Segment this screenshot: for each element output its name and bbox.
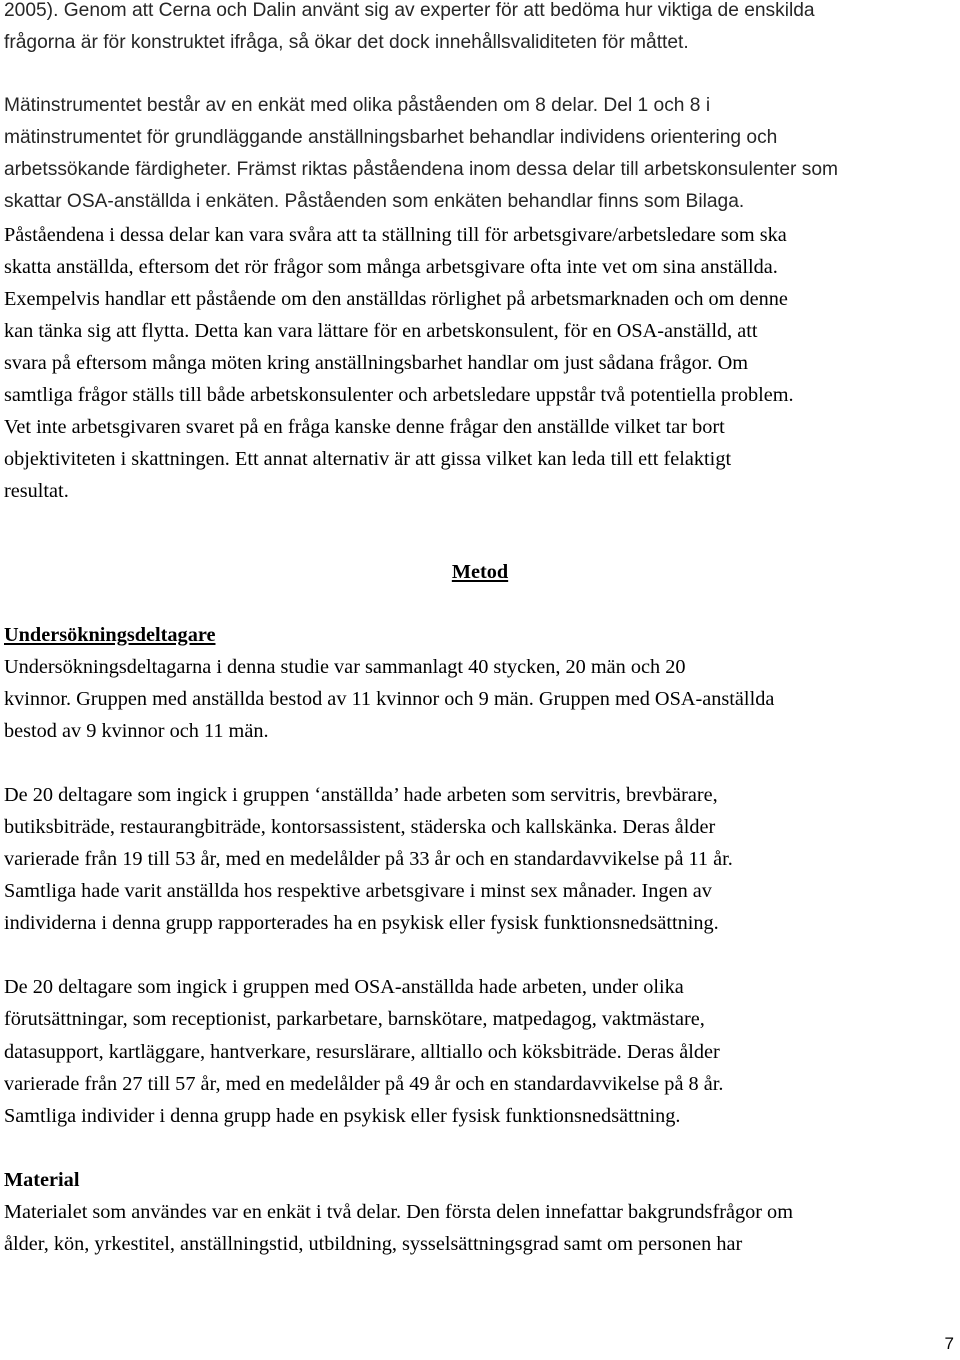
text-line: Vet inte arbetsgivaren svaret på en fråga kanske denne frågar den anställde vilket tar bort xyxy=(4,416,725,439)
subsection-heading-participants: Undersökningsdeltagare xyxy=(4,623,216,646)
text-line: mätinstrumentet för grundläggande anställningsbarhet behandlar individens orientering och xyxy=(4,127,778,149)
instrument-paragraph xyxy=(4,90,956,507)
material-paragraph xyxy=(4,1196,956,1260)
text-line: Samtliga individer i denna grupp hade en psykisk eller fysisk funktionsnedsättning. xyxy=(4,1104,681,1127)
text-line: Exempelvis handlar ett påstående om den anställdas rörlighet på arbetsmarknaden och om denne xyxy=(4,287,788,310)
text-line: skattar OSA-anställda i enkäten. Påståenden som enkäten behandlar finns som Bilaga. xyxy=(4,191,745,213)
text-line: Mätinstrumentet består av en enkät med olika påståenden om 8 delar. Del 1 och 8 i xyxy=(4,95,711,117)
page-number: 7 xyxy=(944,1334,954,1353)
text-line: Materialet som användes var en enkät i två delar. Den första delen innefattar bakgrundsfrågor om xyxy=(4,1200,793,1223)
text-line: kan tänka sig att flytta. Detta kan vara lättare för en arbetskonsulent, för en OSA-anställd, att xyxy=(4,319,758,342)
text-line: arbetssökande färdigheter. Främst riktas påståendena inom dessa delar till arbetskonsulenter som xyxy=(4,159,839,181)
text-line: datasupport, kartläggare, hantverkare, resurslärare, alltiallo och köksbiträde. Deras ålder xyxy=(4,1040,720,1063)
participants-paragraph-1 xyxy=(4,651,956,747)
participants-paragraph-3 xyxy=(4,971,956,1131)
text-line: samtliga frågor ställs till både arbetskonsulenter och arbetsledare uppstår två potentiella problem. xyxy=(4,384,794,407)
text-line: skatta anställda, eftersom det rör frågor som många arbetsgivare ofta inte vet om sina anställda. xyxy=(4,255,778,278)
text-line: frågorna är för konstruktet ifråga, så ökar det dock innehållsvaliditeten för måttet. xyxy=(4,32,689,54)
text-line: bestod av 9 kvinnor och 11 män. xyxy=(4,719,269,742)
text-line: resultat. xyxy=(4,480,69,503)
text-line: 2005). Genom att Cerna och Dalin använt sig av experter för att bedöma hur viktiga de enskilda xyxy=(4,0,815,21)
text-line: kvinnor. Gruppen med anställda bestod av 11 kvinnor och 9 män. Gruppen med OSA-anställda xyxy=(4,687,775,710)
text-line: butiksbiträde, restaurangbiträde, kontorsassistent, städerska och kallskänka. Deras ålder xyxy=(4,815,716,838)
text-line: varierade från 19 till 53 år, med en medelålder på 33 år och en standardavvikelse på 11 år. xyxy=(4,848,733,871)
participants-paragraph-2 xyxy=(4,779,956,939)
text-line: objektiviteten i skattningen. Ett annat alternativ är att gissa vilket kan leda till ett felaktigt xyxy=(4,448,732,471)
document-page xyxy=(4,0,956,1260)
text-line: förutsättningar, som receptionist, parkarbetare, barnskötare, matpedagog, vaktmästare, xyxy=(4,1008,705,1031)
section-heading-metod: Metod xyxy=(451,561,509,584)
text-line: De 20 deltagare som ingick i gruppen med OSA-anställda hade arbeten, under olika xyxy=(4,976,684,999)
subsection-heading-material: Material xyxy=(4,1168,80,1191)
text-line: Undersökningsdeltagarna i denna studie var sammanlagt 40 stycken, 20 män och 20 xyxy=(4,655,686,678)
text-line: individerna i denna grupp rapporterades ha en psykisk eller fysisk funktionsnedsättning. xyxy=(4,912,719,935)
text-line: Samtliga hade varit anställda hos respektive arbetsgivare i minst sex månader. Ingen av xyxy=(4,880,712,903)
text-line: svara på eftersom många möten kring anställningsbarhet handlar om just sådana frågor. Om xyxy=(4,351,748,374)
text-line: De 20 deltagare som ingick i gruppen ‘anställda’ hade arbeten som servitris, brevbärare, xyxy=(4,783,718,806)
text-line: varierade från 27 till 57 år, med en medelålder på 49 år och en standardavvikelse på 8 år. xyxy=(4,1072,724,1095)
intro-paragraph xyxy=(4,0,956,59)
text-line: ålder, kön, yrkestitel, anställningstid, utbildning, sysselsättningsgrad samt om personen har xyxy=(4,1233,743,1255)
text-line: Påståendena i dessa delar kan vara svåra att ta ställning till för arbetsgivare/arbetsledare som ska xyxy=(4,223,787,246)
